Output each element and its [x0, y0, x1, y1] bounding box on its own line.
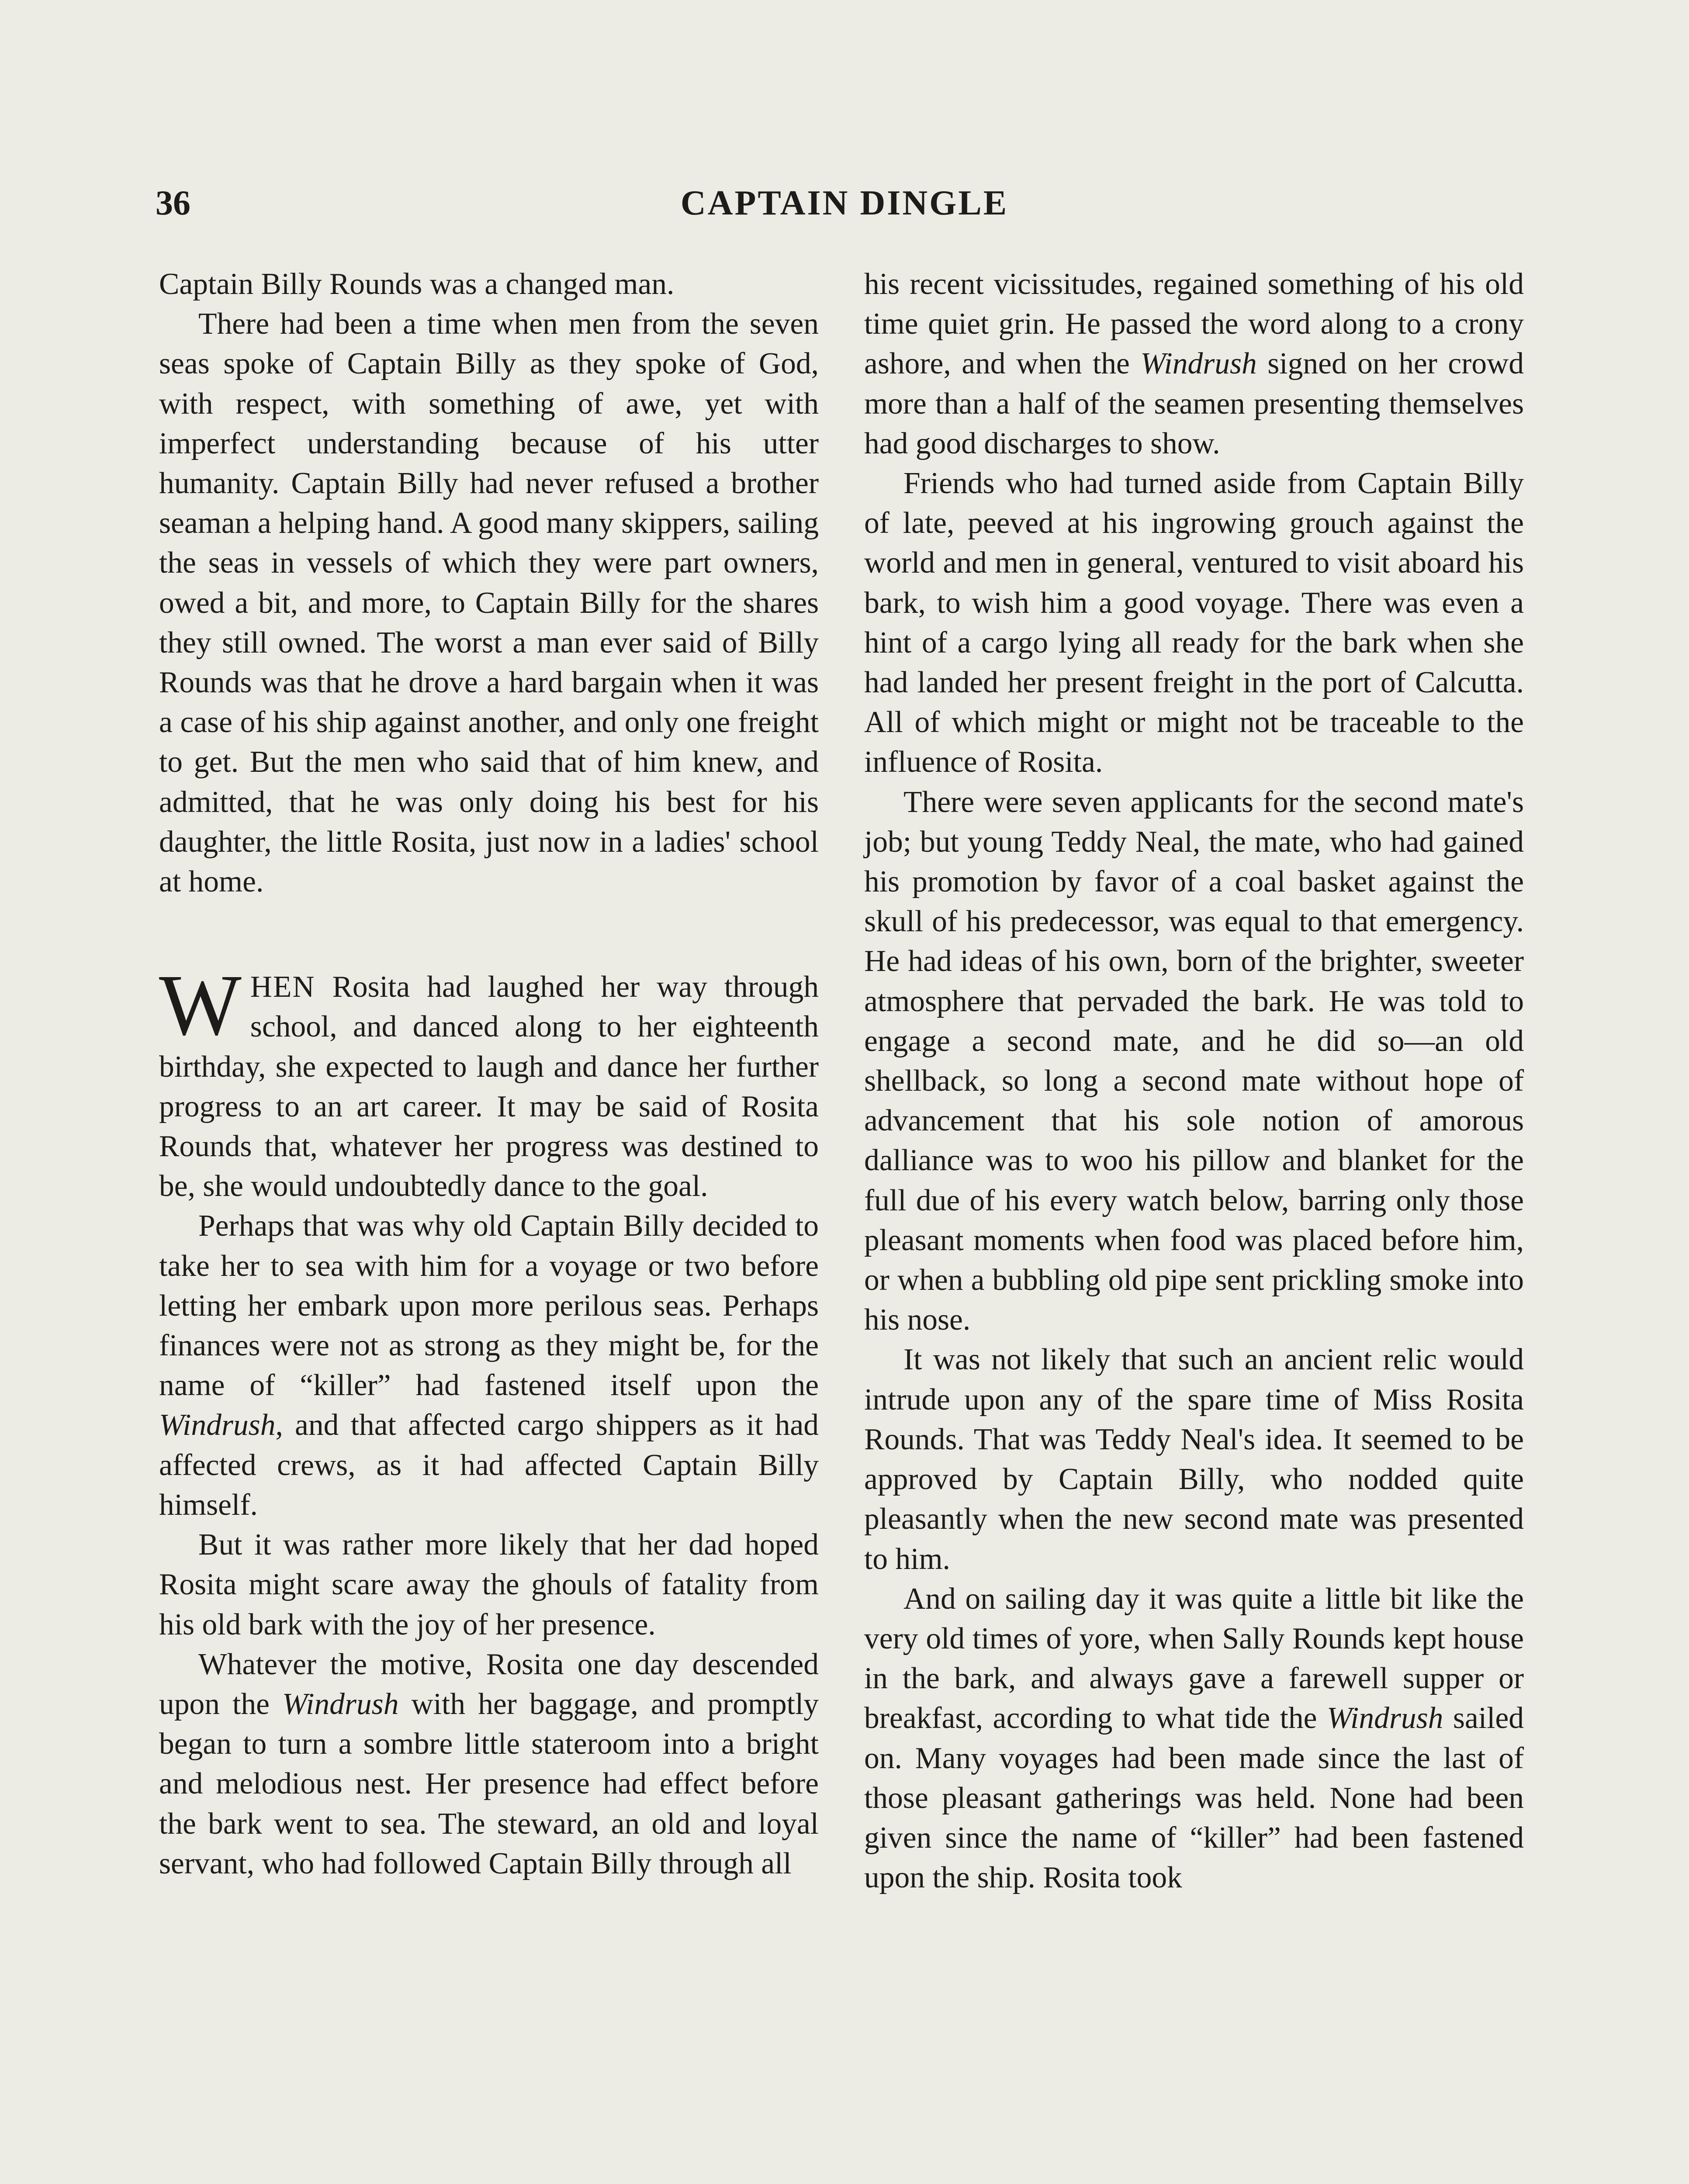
page-number: 36 [156, 184, 190, 222]
dropcap-paragraph [159, 957, 819, 1206]
ship-name: Windrush [282, 1687, 399, 1721]
paragraph-text: Rosita had laughed her way through school, and danced along to her eighteenth birthday, she expected to laugh and dance her further progress to an art career. It may be said of Rosita Rounds that, whatever her progress was destined to be, she would undoubtedly dance to the goal. [159, 970, 819, 1203]
ship-name: Windrush [1326, 1701, 1443, 1735]
paragraph [864, 1579, 1524, 1898]
drop-cap: W [159, 957, 242, 1054]
text-run: signed on her crowd more than a half of the seamen presenting themselves had good discharges to show. [864, 347, 1524, 460]
text-run: Perhaps that was why old Captain Billy decided to take her to sea with him for a voyage or two before letting her embark upon more perilous seas. Perhaps finances were not as strong as they might be, for the name of “killer” had fastened itself upon the [159, 1209, 819, 1403]
text-run: his recent vicissitudes, regained something of his old time quiet grin. He passed the word along to a crony ashore, and when the [864, 267, 1524, 381]
text-run: sailed on. Many voyages had been made since the last of those pleasant gatherings was held. None had been given since the name of “killer” had been fastened upon the ship. Rosita took [864, 1701, 1524, 1895]
paragraph: There were seven applicants for the second mate's job; but young Teddy Neal, the mate, who had gained his promotion by favor of a coal basket against the skull of his predecessor, was equal to that emergency. He had ideas of his own, born of the brighter, sweeter atmosphere that pervaded the bark. He was told to engage a second mate, and he did so—an old shellback, so long a second mate without hope of advancement that his sole notion of amorous dalliance was to woo his pillow and blanket for the full due of his every watch below, barring only those pleasant moments when food was placed before him, or when a bubbling old pipe sent prickling smoke into his nose. [864, 785, 1524, 1337]
small-caps-lead: HEN [250, 970, 315, 1004]
ship-name: Windrush [159, 1408, 276, 1442]
paragraph [159, 1645, 819, 1883]
paragraph: But it was rather more likely that her dad hoped Rosita might scare away the ghouls of fatality from his old bark with the joy of her presence. [159, 1528, 819, 1641]
left-column [159, 264, 819, 1883]
running-head: CAPTAIN DINGLE [680, 184, 1009, 222]
text-run: with her baggage, and promptly began to turn a sombre little stateroom into a bright and melodious nest. Her presence had effect before the bark went to sea. The steward, an old and loyal servant, who had followed Captain Billy through all [159, 1687, 819, 1880]
section-break [159, 902, 819, 967]
paragraph [864, 264, 1524, 463]
text-run: And on sailing day it was quite a little bit like the very old times of yore, when Sally Rounds kept house in the bark, and always gave a farewell supper or breakfast, according to what tide the [864, 1582, 1524, 1735]
right-column [864, 264, 1524, 1897]
paragraph: It was not likely that such an ancient relic would intrude upon any of the spare time of Miss Rosita Rounds. That was Teddy Neal's idea. It seemed to be approved by Captain Billy, who nodded quite pleasantly when the new second mate was presented to him. [864, 1343, 1524, 1576]
ship-name: Windrush [1140, 347, 1257, 381]
text-run: Whatever the motive, Rosita one day descended upon the [159, 1647, 819, 1721]
paragraph [159, 1206, 819, 1525]
paragraph: Friends who had turned aside from Captain Billy of late, peeved at his ingrowing grouch against the world and men in general, ventured to visit aboard his bark, to wish him a good voyage. There was even a hint of a cargo lying all ready for the bark when she had landed her present freight in the port of Calcutta. All of which might or might not be traceable to the influence of Rosita. [864, 467, 1524, 779]
paragraph: Captain Billy Rounds was a changed man. [159, 267, 675, 301]
paragraph: There had been a time when men from the seven seas spoke of Captain Billy as they spoke of God, with respect, with something of awe, yet with imperfect understanding because of his utter humanity. Captain Billy had never refused a brother seaman a helping hand. A good many skippers, sailing the seas in vessels of which they were part owners, owed a bit, and more, to Captain Billy for the shares they still owned. The worst a man ever said of Billy Rounds was that he drove a hard bargain when it was a case of his ship against another, and only one freight to get. But the men who said that of him knew, and admitted, that he was only doing his best for his daughter, the little Rosita, just now in a ladies' school at home. [159, 307, 819, 899]
text-run: , and that affected cargo shippers as it had affected crews, as it had affected Captain Billy himself. [159, 1408, 819, 1522]
page-header [156, 175, 1533, 232]
